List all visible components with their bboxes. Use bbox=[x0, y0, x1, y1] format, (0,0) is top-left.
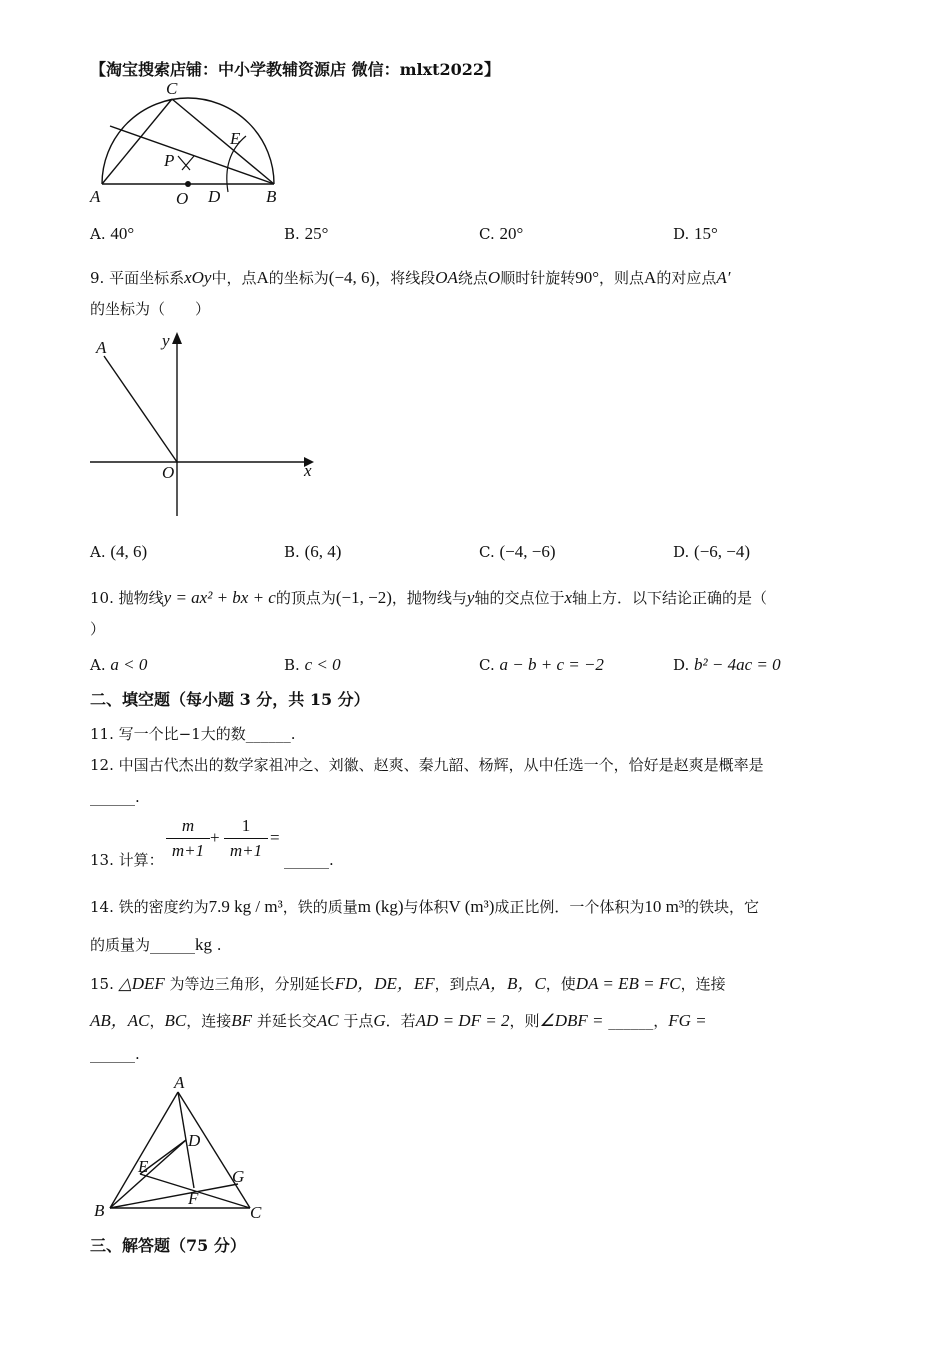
q9-option-c[interactable]: C. (−4, −6) bbox=[479, 542, 556, 561]
q10-option-a[interactable]: A. a < 0 bbox=[90, 655, 148, 674]
q13-equals: = bbox=[270, 828, 280, 847]
label-e: E bbox=[230, 129, 241, 148]
q8-option-b[interactable]: B. 25° bbox=[284, 224, 329, 243]
q14-answer-blank[interactable]: 的质量为______ bbox=[90, 936, 196, 954]
q13-fraction-2 bbox=[224, 816, 268, 861]
q13-fraction-2-numerator: 1 bbox=[241, 816, 251, 835]
center-dot-o bbox=[185, 181, 191, 187]
q13-fraction-2-denominator: m+1 bbox=[229, 841, 263, 860]
figure-semicircle bbox=[86, 78, 296, 208]
q13-fraction-1-denominator: m+1 bbox=[171, 841, 205, 860]
q8-option-d[interactable]: D. 15° bbox=[673, 224, 718, 243]
label-o: O bbox=[176, 189, 189, 208]
label-a: A bbox=[90, 187, 101, 206]
q9-option-b[interactable]: B. (6, 4) bbox=[284, 542, 342, 561]
q9-option-a[interactable]: A. (4, 6) bbox=[90, 542, 148, 561]
label-g: G bbox=[232, 1167, 245, 1186]
label-c: C bbox=[166, 79, 178, 98]
label-d: D bbox=[188, 1131, 201, 1150]
q12-stem-line2: ______. bbox=[90, 788, 140, 806]
label-d: D bbox=[208, 187, 221, 206]
q11-stem: 11. 写一个比−1大的数______. bbox=[90, 725, 296, 743]
q13-label: 13. 计算： bbox=[90, 851, 164, 869]
q10-option-d[interactable]: D. b² − 4ac = 0 bbox=[673, 655, 781, 674]
q15-answer-blank-2[interactable]: ______. bbox=[90, 1045, 140, 1063]
q13-fraction-1 bbox=[166, 816, 210, 861]
q13-answer-blank[interactable]: ______. bbox=[284, 851, 334, 869]
label-y: y bbox=[162, 331, 170, 350]
segment-ab bbox=[110, 1092, 178, 1208]
q15-stem: 15. △DEF 为等边三角形，分别延长FD，DE，EF，到点A，B，C，使DA = EB = FC，连接 bbox=[90, 974, 726, 993]
label-x: x bbox=[304, 461, 312, 480]
q14-stem: 14. 铁的密度约为7.9 kg / m³，铁的质量m (kg)与体积V (m³)成正比例．一个体积为10 m³的铁块，它 bbox=[90, 897, 760, 916]
label-a: A bbox=[174, 1074, 185, 1092]
section-title-solutions: 三、解答题（75 分） bbox=[90, 1236, 246, 1255]
q15-stem-line2: AB，AC，BC，连接BF 并延长交AC 于点G．若AD = DF = 2，则∠DBF = ______，FG = bbox=[90, 1011, 707, 1030]
label-c: C bbox=[250, 1203, 262, 1220]
y-axis-arrow bbox=[172, 332, 182, 344]
section-title-fill-in: 二、填空题（每小题 3 分，共 15 分） bbox=[90, 690, 370, 709]
figure-coordinate-plane bbox=[86, 326, 326, 522]
label-p: P bbox=[164, 151, 175, 170]
segment-cb bbox=[172, 99, 274, 184]
q13-plus: + bbox=[210, 828, 220, 847]
q12-stem: 12. 中国古代杰出的数学家祖冲之、刘徽、赵爽、秦九韶、杨辉，从中任选一个，恰好是赵爽是概率是 bbox=[90, 756, 764, 774]
segment-oa bbox=[104, 356, 177, 462]
label-b: B bbox=[94, 1201, 105, 1220]
q9-option-d[interactable]: D. (−6, −4) bbox=[673, 542, 751, 561]
label-e: E bbox=[138, 1157, 149, 1176]
label-a: A bbox=[96, 338, 107, 357]
semicircle-arc bbox=[102, 98, 274, 184]
q8-option-a[interactable]: A. 40° bbox=[90, 224, 135, 243]
line-pb bbox=[110, 126, 274, 184]
construction-arcs-p bbox=[178, 156, 194, 170]
label-o: O bbox=[162, 463, 175, 482]
q10-option-c[interactable]: C. a − b + c = −2 bbox=[479, 655, 604, 674]
label-b: B bbox=[266, 187, 277, 206]
q10-stem-line2: ） bbox=[90, 620, 106, 638]
figure-equilateral-triangles bbox=[90, 1074, 270, 1220]
segment-bg bbox=[110, 1184, 238, 1208]
q8-option-c[interactable]: C. 20° bbox=[479, 224, 524, 243]
q15-answer-blank-1[interactable]: ______， bbox=[608, 1012, 669, 1030]
q14-stem-line2: 的质量为______kg . bbox=[90, 935, 222, 954]
q10-stem: 10. 抛物线y = ax² + bx + c的顶点为(−1, −2)，抛物线与y轴的交点位于x轴上方．以下结论正确的是（ bbox=[90, 588, 768, 607]
q9-stem: 9. 平面坐标系xOy中，点A的坐标为(−4, 6)，将线段OA绕点O顺时针旋转90°，则点A的对应点A′ bbox=[90, 268, 731, 287]
q13-fraction-1-numerator: m bbox=[181, 816, 195, 835]
label-f: F bbox=[188, 1189, 199, 1208]
q9-stem-line2: 的坐标为（ ） bbox=[90, 300, 211, 318]
header-banner: 【淘宝搜索店铺：中小学教辅资源店 微信：mlxt2022】 bbox=[90, 60, 501, 79]
q10-option-b[interactable]: B. c < 0 bbox=[284, 655, 341, 674]
